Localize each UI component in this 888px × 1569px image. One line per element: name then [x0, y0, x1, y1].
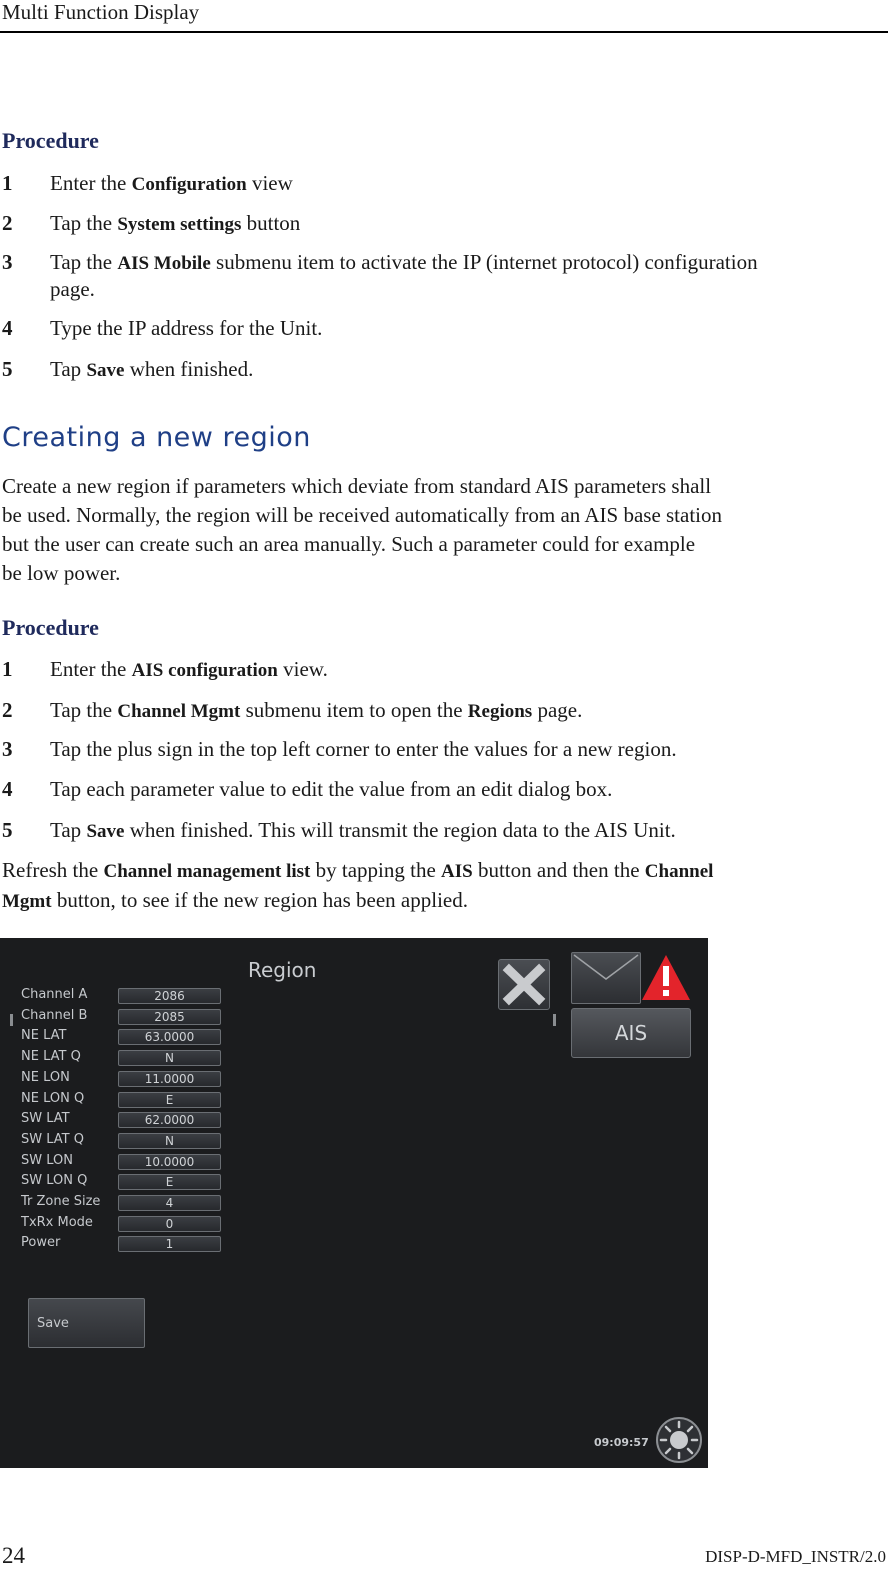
step-text-continued: page. — [50, 277, 95, 301]
page-number: 24 — [2, 1543, 25, 1568]
param-value-field[interactable]: 10.0000 — [118, 1154, 221, 1170]
param-value-field[interactable]: E — [118, 1174, 221, 1190]
scroll-marker-right — [553, 1014, 556, 1026]
param-label: TxRx Mode — [21, 1215, 93, 1230]
ui-term: Mgmt — [2, 891, 52, 912]
refresh-paragraph: Refresh the Channel management list by tapping the AIS button and then the Channel Mgmt button, to see if the new region has been applied. — [2, 858, 714, 912]
step-text: Tap the System settings button — [50, 211, 301, 235]
step-number: 3 — [2, 737, 13, 761]
step-text: Tap Save when finished. — [50, 357, 254, 381]
header-title: Multi Function Display — [2, 0, 200, 24]
save-button[interactable]: Save — [28, 1298, 145, 1348]
region-screen — [0, 938, 708, 1468]
param-value-field[interactable]: N — [118, 1050, 221, 1066]
param-label: NE LAT Q — [21, 1049, 81, 1064]
param-label: SW LON — [21, 1153, 73, 1168]
step-text: Tap each parameter value to edit the value from an edit dialog box. — [50, 777, 613, 801]
step-number: 4 — [2, 316, 13, 340]
param-label: NE LON Q — [21, 1091, 85, 1106]
section-heading: Creating a new region — [2, 422, 311, 453]
param-value-field[interactable]: 11.0000 — [118, 1071, 221, 1087]
param-value-field[interactable]: 1 — [118, 1236, 221, 1252]
close-x-icon — [499, 960, 549, 1009]
page-header — [0, 0, 888, 33]
param-value-field[interactable]: 2085 — [118, 1009, 221, 1025]
close-button[interactable] — [498, 959, 550, 1010]
ais-button[interactable]: AIS — [571, 1008, 691, 1058]
param-label: SW LAT Q — [21, 1132, 84, 1147]
step-number: 4 — [2, 777, 13, 801]
param-value-field[interactable]: N — [118, 1133, 221, 1149]
step-number: 1 — [2, 657, 13, 681]
brightness-button[interactable] — [655, 1416, 703, 1464]
param-value-field[interactable]: 4 — [118, 1195, 221, 1211]
param-label: Channel A — [21, 987, 88, 1002]
ui-term: Configuration — [131, 174, 247, 195]
step-number: 1 — [2, 171, 13, 195]
step-text: Tap the Channel Mgmt submenu item to open the Regions page. — [50, 698, 583, 722]
param-label: Tr Zone Size — [21, 1194, 101, 1209]
brightness-icon — [655, 1416, 703, 1464]
document-id: DISP-D-MFD_INSTR/2.0 — [705, 1547, 886, 1566]
ui-term: Channel Mgmt — [117, 701, 241, 722]
step-number: 2 — [2, 698, 13, 722]
param-value-field[interactable]: 63.0000 — [118, 1029, 221, 1045]
step-text: Enter the Configuration view — [50, 171, 293, 195]
param-value-field[interactable]: 2086 — [118, 988, 221, 1004]
step-text: Type the IP address for the Unit. — [50, 316, 323, 340]
envelope-icon — [572, 953, 640, 1003]
ui-term: AIS configuration — [131, 660, 278, 681]
param-label: SW LON Q — [21, 1173, 88, 1188]
step-text: Tap the AIS Mobile submenu item to activate the IP (internet protocol) configuration — [50, 250, 758, 274]
param-value-field[interactable]: E — [118, 1092, 221, 1108]
ui-term: Channel management list — [103, 861, 311, 882]
ui-term: AIS — [441, 861, 473, 882]
ui-term: Save — [86, 821, 125, 842]
clock-readout: 09:09:57 — [594, 1436, 649, 1449]
ui-term: System settings — [117, 214, 242, 235]
param-value-field[interactable]: 62.0000 — [118, 1112, 221, 1128]
ui-term: AIS Mobile — [117, 253, 211, 274]
procedure-heading: Procedure — [2, 615, 99, 640]
param-label: NE LON — [21, 1070, 70, 1085]
step-number: 5 — [2, 818, 13, 842]
step-number: 2 — [2, 211, 13, 235]
param-label: Power — [21, 1235, 61, 1250]
screen-title: Region — [248, 958, 317, 982]
ui-term: Channel — [644, 861, 714, 882]
step-text: Tap Save when finished. This will transmit the region data to the AIS Unit. — [50, 818, 676, 842]
warning-icon[interactable] — [640, 952, 692, 1002]
step-number: 5 — [2, 357, 13, 381]
scroll-marker-left — [10, 1014, 13, 1026]
ui-term: Regions — [467, 701, 533, 722]
ui-term: Save — [86, 360, 125, 381]
step-text: Enter the AIS configuration view. — [50, 657, 328, 681]
param-value-field[interactable]: 0 — [118, 1216, 221, 1232]
param-label: Channel B — [21, 1008, 88, 1023]
param-label: NE LAT — [21, 1028, 67, 1043]
step-number: 3 — [2, 250, 13, 274]
step-text: Tap the plus sign in the top left corner to enter the values for a new region. — [50, 737, 677, 761]
section-paragraph: Create a new region if parameters which deviate from standard AIS parameters shall be used. Normally, the region will be received automatically from an AIS base station but the user can create such an area manually. Such a parameter could for example be low power. — [2, 474, 723, 585]
message-button[interactable] — [571, 952, 641, 1004]
procedure-heading: Procedure — [2, 128, 99, 153]
param-label: SW LAT — [21, 1111, 70, 1126]
